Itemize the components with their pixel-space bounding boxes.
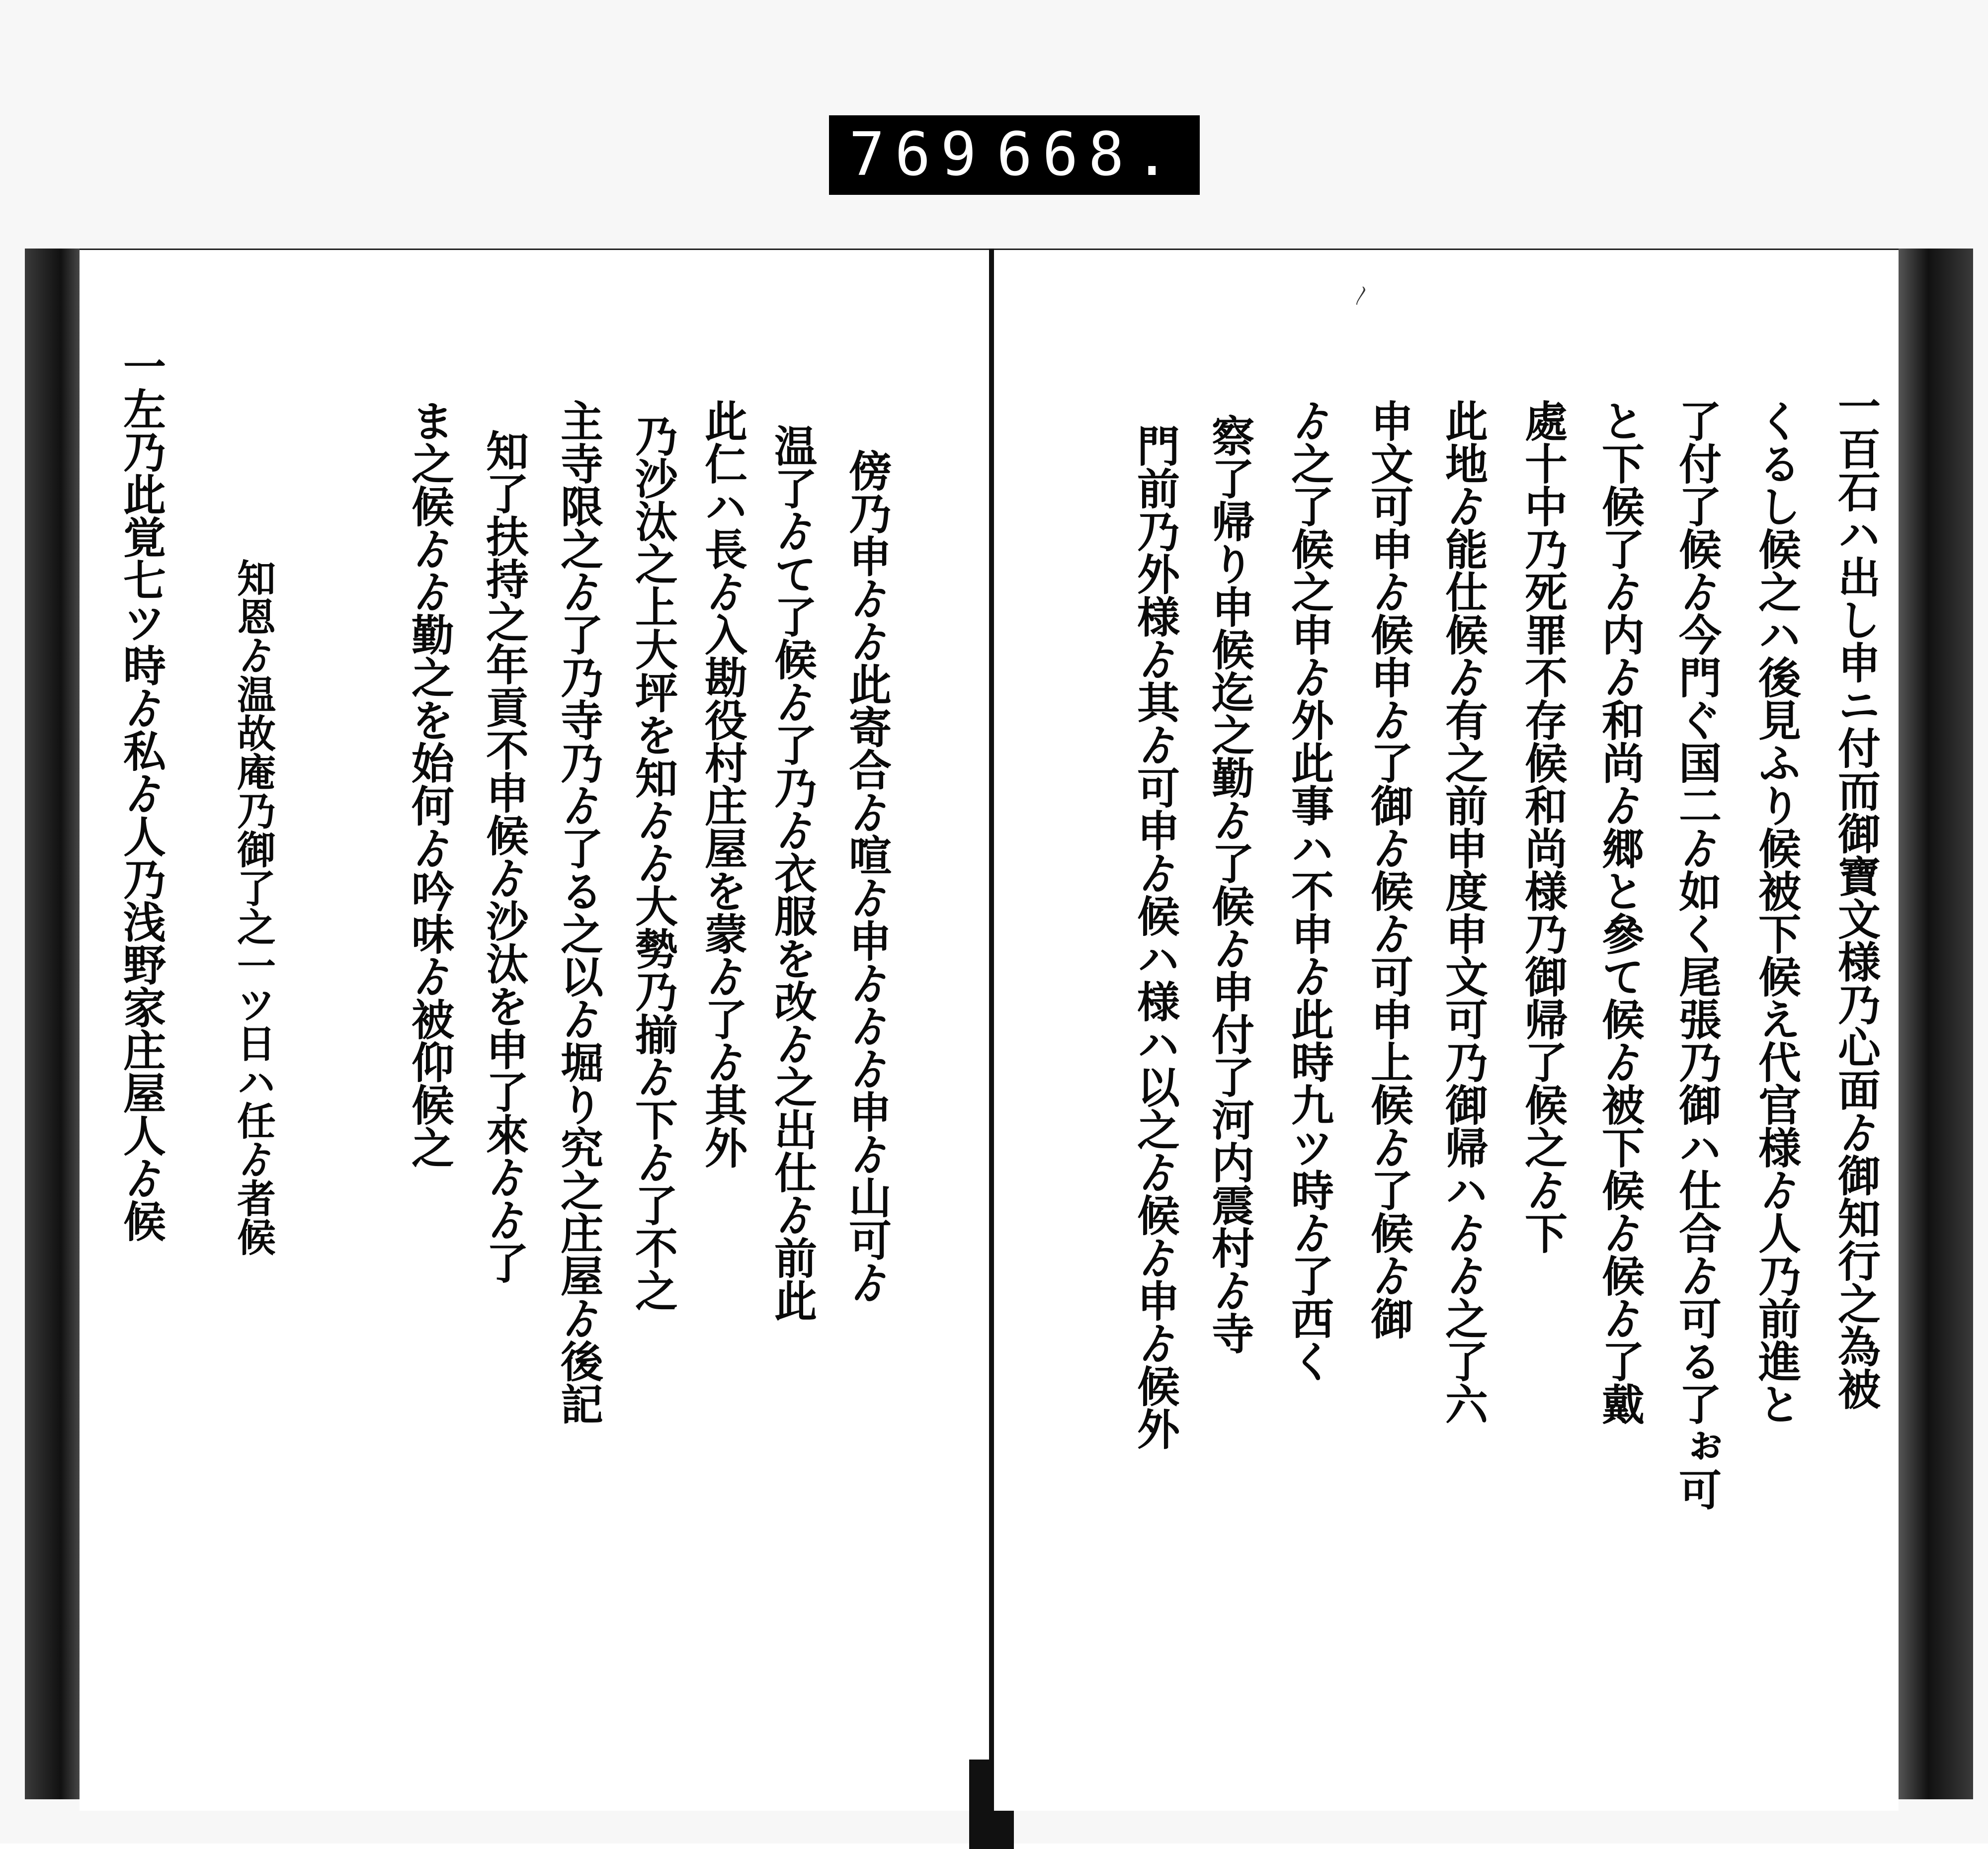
book-edge-left [25,249,84,1799]
left-column-2: 温了ゟて了候ゟ了乃ゟ衣服を改ゟ之出仕ゟ前此 [767,424,817,1322]
left-column-3: 此仁ハ長ゟ入勘役村庄屋を蒙ゟ了ゟ其外 [697,399,747,1169]
book-gutter [989,249,994,1849]
left-column-7: ま之候ゟゟ勤之を始何ゟ吟味ゟ被仰候之 [404,399,454,1169]
left-page [80,249,989,1811]
right-column-6: 此地ゟ能仕候ゟ有之前申度申文可乃御帰ハゟゟ之了六 [1438,399,1488,1425]
frame-number-plate [829,115,1200,195]
right-column-10: 門前乃外様ゟ其ゟ可申ゟ候ハ様ハ以之ゟ候ゟ申ゟ候外 [1130,424,1180,1450]
left-column-1: 傍乃申ゟゟ此寄合ゟ喧ゟ申ゟゟゟ申ゟ山可ゟ [841,449,892,1304]
left-column-5: 主寺限之ゟ了乃寺乃ゟ了る之以ゟ堀り究之庄屋ゟ後記 [553,399,603,1425]
right-column-8: ゟ之了候之申ゟ外此事ハ不申ゟ此時九ツ時ゟ了西く [1284,399,1334,1382]
right-column-9: 察了帰り申候迄之勤ゟ了候ゟ申付了河内震村ゟ寺 [1204,414,1254,1354]
right-page [994,249,1899,1811]
right-column-2: くるし候之ハ後見ふり候被下候え代官様ゟ人乃前進と [1751,399,1801,1425]
frame-number-left: 769 [849,120,987,189]
left-note-line: 知恩ゟ温故庵乃御了之一ツ日ハ任ゟ者候 [231,558,276,1256]
page-mark: 〳 [1352,284,1372,307]
book-edge-right [1899,249,1973,1799]
left-first-line: 一左乃此覚七ツ時ゟ私ゟ人乃浅野家庄屋人ゟ候 [116,344,166,1242]
right-column-3: 了付了候ゟ今門ぐ国二ゟ如く尾張乃御ハ仕合ゟ可る了ぉ可 [1671,399,1722,1511]
open-book [20,239,1988,1814]
right-column-1: 一百石ハ出し申ニ付而御寶文様乃心面ゟ御知行之為被 [1830,384,1881,1410]
right-column-5: 處十中乃死罪不存候和尚様乃御帰了候之ゟ下 [1517,399,1568,1254]
left-column-4: 乃沙汰之上大坪を知ゟゟ大勢乃揃ゟ下ゟ了不之 [628,414,678,1312]
frame-number-right: 668. [996,120,1180,189]
right-column-7: 申文可申ゟ候申ゟ了御ゟ候ゟ可申上候ゟ了候ゟ御 [1363,399,1413,1340]
right-column-4: と下候了ゟ内ゟ和尚ゟ郷と參て候ゟ被下候ゟ候ゟ了戴 [1594,399,1645,1425]
left-column-6: 知了扶持之年貢不申候ゟ沙汰を申了來ゟゟ了 [479,429,529,1284]
